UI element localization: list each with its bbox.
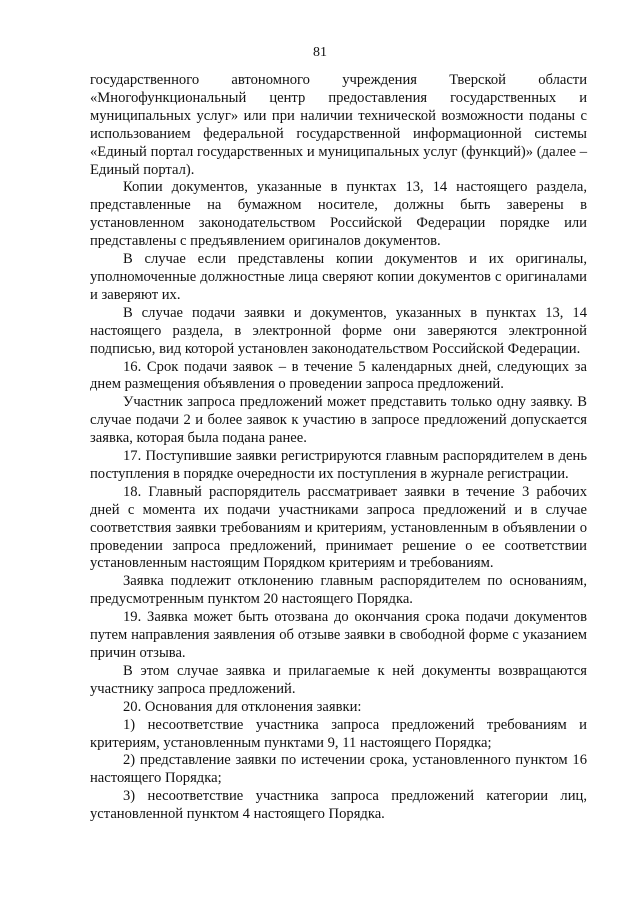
page-number: 81 [313,45,327,60]
list-item: 2) представление заявки по истечении срока, установленного пунктом 16 настоящего Порядка; [90,752,587,787]
list-item: 1) несоответствие участника запроса предложений требованиям и критериям, установленным пунктами 9, 11 настоящего Порядка; [90,716,587,751]
paragraph: 19. Заявка может быть отозвана до окончания срока подачи документов путем направления заявления об отзыве заявки в свободной форме с указанием причин отзыва. [90,609,587,661]
document-body [90,72,587,824]
paragraph: 18. Главный распорядитель рассматривает заявки в течение 3 рабочих дней с момента их подачи участниками запроса предложений и в случае соответствия заявки требованиям и критериям, установленным в объявлении о проведении запроса предложений, принимает решение о ее соответствии установленным настоящим Порядком критериям и требованиям. [90,483,587,572]
paragraph: В случае если представлены копии документов и их оригиналы, уполномоченные должностные лица сверяют копии документов с оригиналами и заверяют их. [90,251,587,303]
paragraph: Заявка подлежит отклонению главным распорядителем по основаниям, предусмотренным пунктом 20 настоящего Порядка. [90,573,587,608]
paragraph: В этом случае заявка и прилагаемые к ней документы возвращаются участнику запроса предложений. [90,662,587,697]
paragraph: В случае подачи заявки и документов, указанных в пунктах 13, 14 настоящего раздела, в электронной форме они заверяются электронной подписью, вид которой установлен законодательством Российской Федерации. [90,304,587,357]
paragraph: Копии документов, указанные в пунктах 13, 14 настоящего раздела, представленные на бумажном носителе, должны быть заверены в установленном законодательством Российской Федерации порядке или представлены с предъявлением оригиналов документов. [90,179,587,250]
paragraph: 20. Основания для отклонения заявки: [123,698,362,715]
list-item: 3) несоответствие участника запроса предложений категории лиц, установленной пунктом 4 настоящего Порядка. [90,788,587,823]
paragraph: 16. Срок подачи заявок – в течение 5 календарных дней, следующих за днем размещения объявления о проведении запроса предложений. [90,358,587,393]
paragraph: Участник запроса предложений может представить только одну заявку. В случае подачи 2 и более заявок к участию в запросе предложений допускается заявка, которая была подана ранее. [90,394,587,447]
paragraph: государственного автономного учреждения Тверской области «Многофункциональный центр предоставления государственных и муниципальных услуг» или при наличии технической возможности поданы с использованием федеральной государственной информационной системы «Единый портал государственных и муниципальных услуг (функций)» (далее – Единый портал). [90,72,587,178]
paragraph: 17. Поступившие заявки регистрируются главным распорядителем в день поступления в порядке очередности их поступления в журнале регистрации. [90,448,587,482]
